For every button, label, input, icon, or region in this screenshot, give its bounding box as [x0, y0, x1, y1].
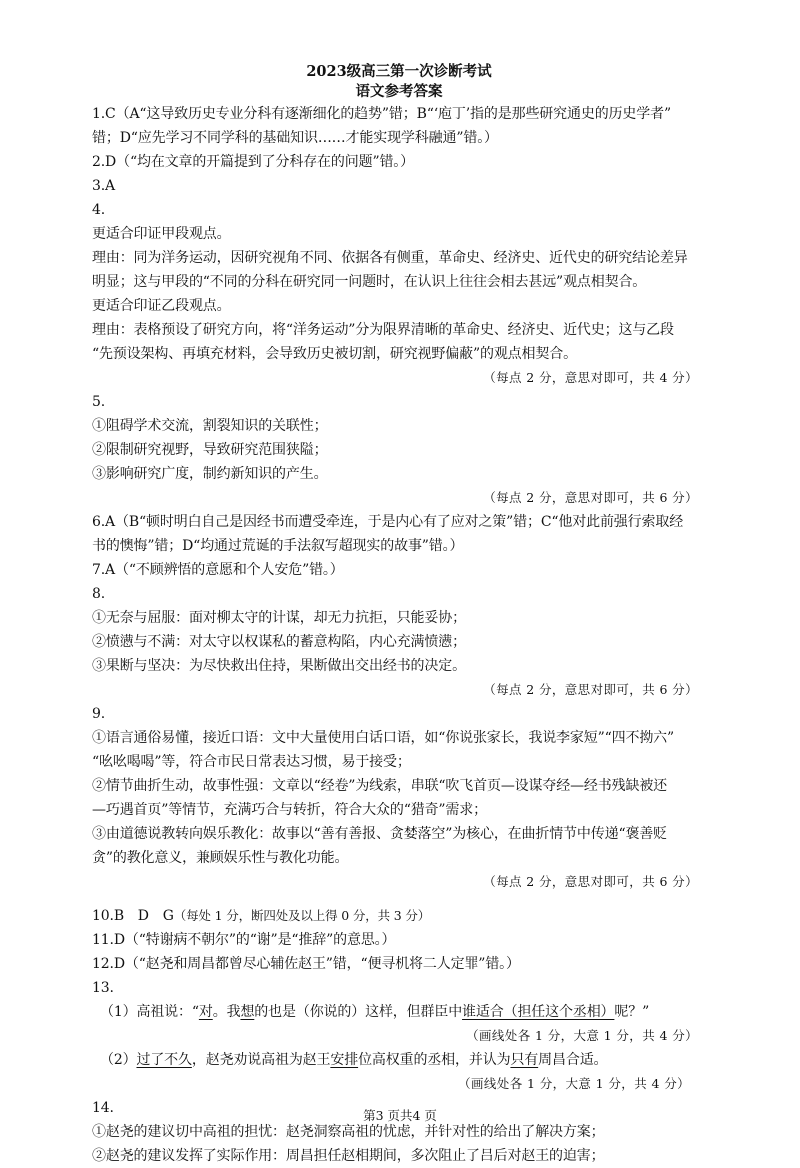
q4-score: （每点 2 分，意思对即可，共 4 分） — [483, 370, 698, 385]
q1-line-2: 错；D“应先学习不同学科的基础知识……才能实现学科融通”错。） — [92, 130, 498, 146]
q9-score: （每点 2 分，意思对即可，共 6 分） — [483, 874, 698, 889]
q13-t2-underline-1: 过了不久 — [136, 1052, 192, 1068]
q8-score: （每点 2 分，意思对即可，共 6 分） — [483, 682, 698, 697]
q10-answer — [92, 904, 706, 928]
q14-number: 14. — [92, 1100, 114, 1116]
q13-score-2: （画线处各 1 分，大意 1 分，共 4 分） — [458, 1076, 690, 1091]
q5-point-1: ①阻碍学术交流，割裂知识的关联性； — [92, 418, 328, 434]
q13-number: 13. — [92, 980, 114, 996]
q8-point-3: ③果断与坚决：为尽快救出住持，果断做出交出经书的决定。 — [92, 658, 466, 674]
q9-point-2-b: —巧遇首页”等情节，充满巧合与转折，符合大众的“猎奇”需求； — [92, 802, 487, 818]
q6-line-2: 书的懊悔”错；D“均通过荒诞的手法叙写超现实的故事”错。） — [92, 538, 464, 554]
q13-t1-text-d: 呢？” — [614, 1004, 650, 1020]
q4-view-b: 更适合印证乙段观点。 — [92, 298, 231, 314]
q9-number: 9. — [92, 706, 106, 722]
q13-t2-text-d: 周昌合适。 — [538, 1052, 608, 1068]
q5-point-2: ②限制研究视野，导致研究范围狭隘； — [92, 442, 328, 458]
q13-t1-underline-1: 对 — [198, 1004, 213, 1020]
q13-t2-underline-3: 只有 — [510, 1052, 539, 1068]
q13-translation-2 — [92, 1048, 706, 1072]
q9-point-1-b: “吆吆喝喝”等，符合市民日常表达习惯，易于接受； — [92, 754, 411, 770]
q8-point-1: ①无奈与屈服：面对柳太守的计谋，却无力抗拒，只能妥协； — [92, 610, 466, 626]
q12-answer: 12.D（“赵尧和周昌都曾尽心辅佐赵王”错，“便寻机将二人定罪”错。） — [92, 956, 520, 972]
q10-choices: 10.B D G — [92, 908, 174, 924]
q9-point-2-a: ②情节曲折生动，故事性强：文章以“经卷”为线索，串联“吹飞首页—设谋夺经—经书残缺被还 — [92, 778, 668, 794]
page-title: 2023级高三第一次诊断考试 — [306, 63, 492, 80]
q8-point-2: ②愤懑与不满：对太守以权谋私的蓄意构陷，内心充满愤懑； — [92, 634, 466, 650]
q13-t2-text-a: （2） — [100, 1052, 137, 1068]
q4-view-a: 更适合印证甲段观点。 — [92, 226, 231, 242]
q4-reason-a-1: 理由：同为洋务运动，因研究视角不同、依据各有侧重，革命史、经济史、近代史的研究结论差异 — [92, 250, 688, 266]
q5-number: 5. — [92, 394, 106, 410]
q8-number: 8. — [92, 586, 106, 602]
q13-t2-text-b: ，赵尧劝说高祖为赵王 — [191, 1052, 331, 1068]
q10-note: （每处 1 分，断四处及以上得 0 分，共 3 分） — [173, 908, 431, 923]
q3-answer: 3.A — [92, 178, 116, 194]
q13-t1-underline-2: 想 — [240, 1004, 255, 1020]
q4-reason-a-2: 明显；这与甲段的“不同的分科在研究同一问题时，在认识上往往会相去甚远”观点相契合。 — [92, 274, 647, 290]
q6-line-1: 6.A（B“顿时明白自己是因经书而遭受牵连，于是内心有了应对之策”错；C“他对此前强行索取经 — [92, 514, 684, 530]
q13-t1-underline-3: 谁适合（担任这个丞相） — [462, 1004, 615, 1020]
q13-t1-text-b: 。我 — [212, 1004, 241, 1020]
answer-sheet — [92, 62, 706, 1168]
q13-score-1: （画线处各 1 分，大意 1 分，共 4 分） — [466, 1028, 698, 1043]
q14-point-2: ②赵尧的建议发挥了实际作用：周昌担任赵相期间，多次阻止了吕后对赵王的迫害； — [92, 1148, 605, 1164]
q4-number: 4. — [92, 202, 106, 218]
q11-answer: 11.D（“特谢病不朝尔”的“谢”是“推辞”的意思。） — [92, 932, 396, 948]
q13-t1-text-c: 的也是（你说的）这样，但群臣中 — [254, 1004, 463, 1020]
q13-t1-text-a: （1）高祖说：“ — [100, 1004, 199, 1020]
q9-point-3-b: 贪”的教化意义，兼顾娱乐性与教化功能。 — [92, 850, 349, 866]
q9-point-3-a: ③由道德说教转向娱乐教化：故事以“善有善报、贪婪落空”为核心，在曲折情节中传递“褒善贬 — [92, 826, 668, 842]
q9-point-1-a: ①语言通俗易懂，接近口语：文中大量使用白话口语，如“你说张家长，我说李家短”“四不拗六” — [92, 730, 675, 746]
q4-reason-b-2: “先预设架构、再填充材料，会导致历史被切割，研究视野偏蔽”的观点相契合。 — [92, 346, 577, 362]
q13-t2-text-c: 位高权重的丞相，并认为 — [358, 1052, 511, 1068]
page-subtitle: 语文参考答案 — [355, 83, 443, 100]
q5-score: （每点 2 分，意思对即可，共 6 分） — [483, 490, 698, 505]
q7-answer: 7.A（“不顾辨悟的意愿和个人安危”错。） — [92, 562, 344, 578]
page-footer: 第3 页共4 页 — [363, 1108, 437, 1123]
q4-reason-b-1: 理由：表格预设了研究方向，将“洋务运动”分为限界清晰的革命史、经济史、近代史；这与乙段 — [92, 322, 674, 338]
q14-point-1: ①赵尧的建议切中高祖的担忧：赵尧洞察高祖的忧虑，并针对性的给出了解决方案； — [92, 1124, 605, 1140]
q5-point-3: ③影响研究广度，制约新知识的产生。 — [92, 466, 328, 482]
q1-line-1: 1.C（A“这导致历史专业分科有逐渐细化的趋势”错；B“‘庖丁’指的是那些研究通史的历史学者” — [92, 106, 671, 122]
q2-answer: 2.D（“均在文章的开篇提到了分科存在的问题”错。） — [92, 154, 414, 170]
q13-translation-1 — [92, 1000, 706, 1024]
q13-t2-underline-2: 安排 — [330, 1052, 359, 1068]
